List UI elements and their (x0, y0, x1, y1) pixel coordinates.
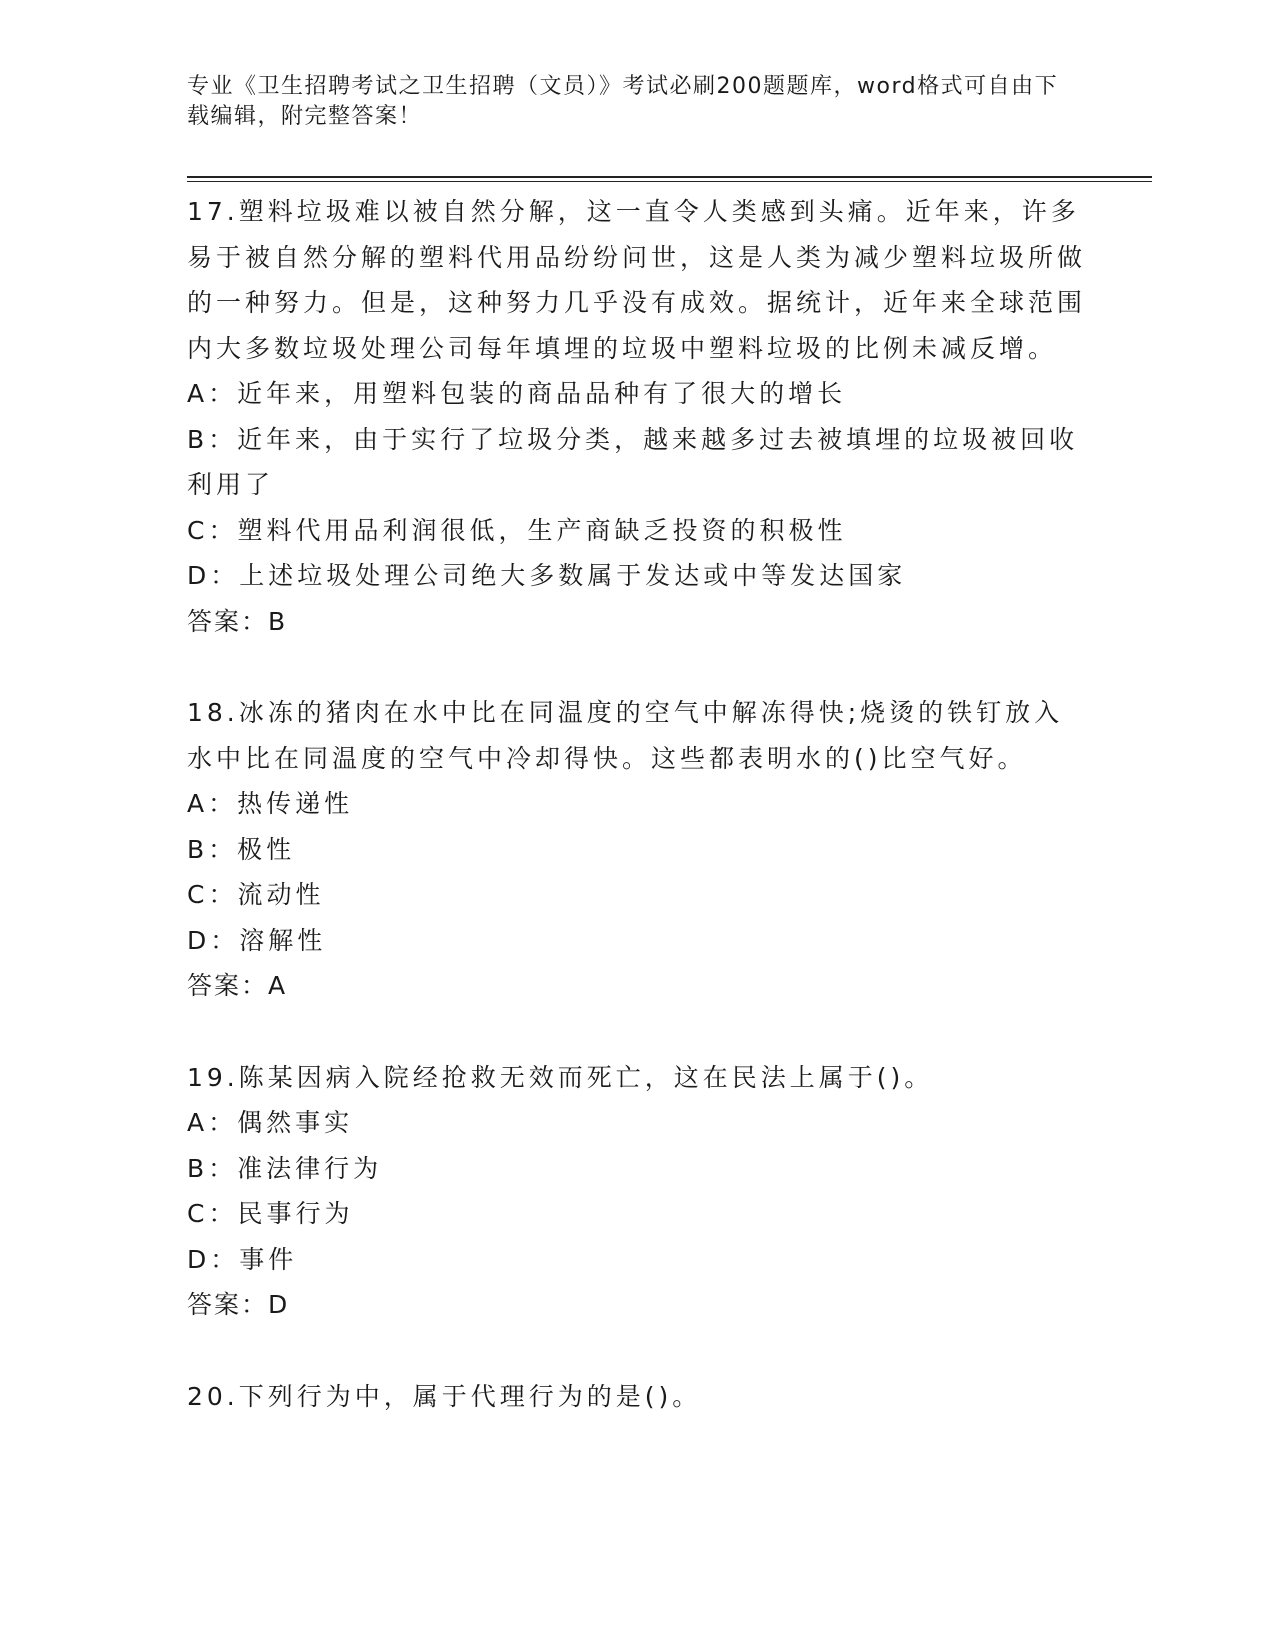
document-header: 专业《卫生招聘考试之卫生招聘（文员）》考试必刷200题题库，word格式可自由下载编辑，附完整答案！ (187, 74, 1059, 129)
question-stem: 17.塑料垃圾难以被自然分解，这一直令人类感到头痛。近年来，许多易于被自然分解的塑料代用品纷纷问世，这是人类为减少塑料垃圾所做的一种努力。但是，这种努力几乎没有成效。据统计，近年来全球范围内大多数垃圾处理公司每年填埋的垃圾中塑料垃圾的比例未减反增。 (187, 197, 1087, 363)
header-divider-thick (187, 176, 1152, 178)
option-d: D：溶解性 (187, 925, 327, 955)
option-b: B：极性 (187, 834, 296, 864)
question-20 (187, 1374, 1087, 1420)
question-17 (187, 189, 1087, 644)
question-spacer (187, 644, 1087, 690)
option-a: A：热传递性 (187, 789, 354, 818)
question-list (187, 189, 1087, 1419)
option-c: C：流动性 (187, 880, 325, 909)
answer-line: 答案：A (187, 971, 288, 1000)
question-19 (187, 1055, 1087, 1328)
answer-line: 答案：B (187, 606, 288, 636)
option-d: D：事件 (187, 1244, 298, 1274)
option-b: B：近年来，由于实行了垃圾分类，越来越多过去被填埋的垃圾被回收利用了 (187, 424, 1079, 499)
question-spacer (187, 1009, 1087, 1055)
header-divider-thin (187, 181, 1152, 182)
option-a: A：偶然事实 (187, 1108, 354, 1137)
option-c: C：民事行为 (187, 1199, 354, 1228)
question-stem: 18.冰冻的猪肉在水中比在同温度的空气中解冻得快;烧烫的铁钉放入水中比在同温度的空气中冷却得快。这些都表明水的()比空气好。 (187, 698, 1064, 773)
question-spacer (187, 1328, 1087, 1374)
option-a: A：近年来，用塑料包装的商品品种有了很大的增长 (187, 379, 847, 408)
question-18 (187, 690, 1087, 1009)
question-stem: 20.下列行为中，属于代理行为的是()。 (187, 1381, 702, 1411)
answer-line: 答案：D (187, 1290, 290, 1319)
question-stem: 19.陈某因病入院经抢救无效而死亡，这在民法上属于()。 (187, 1062, 934, 1092)
option-c: C：塑料代用品利润很低，生产商缺乏投资的积极性 (187, 515, 847, 545)
option-d: D：上述垃圾处理公司绝大多数属于发达或中等发达国家 (187, 561, 907, 590)
option-b: B：准法律行为 (187, 1153, 383, 1183)
